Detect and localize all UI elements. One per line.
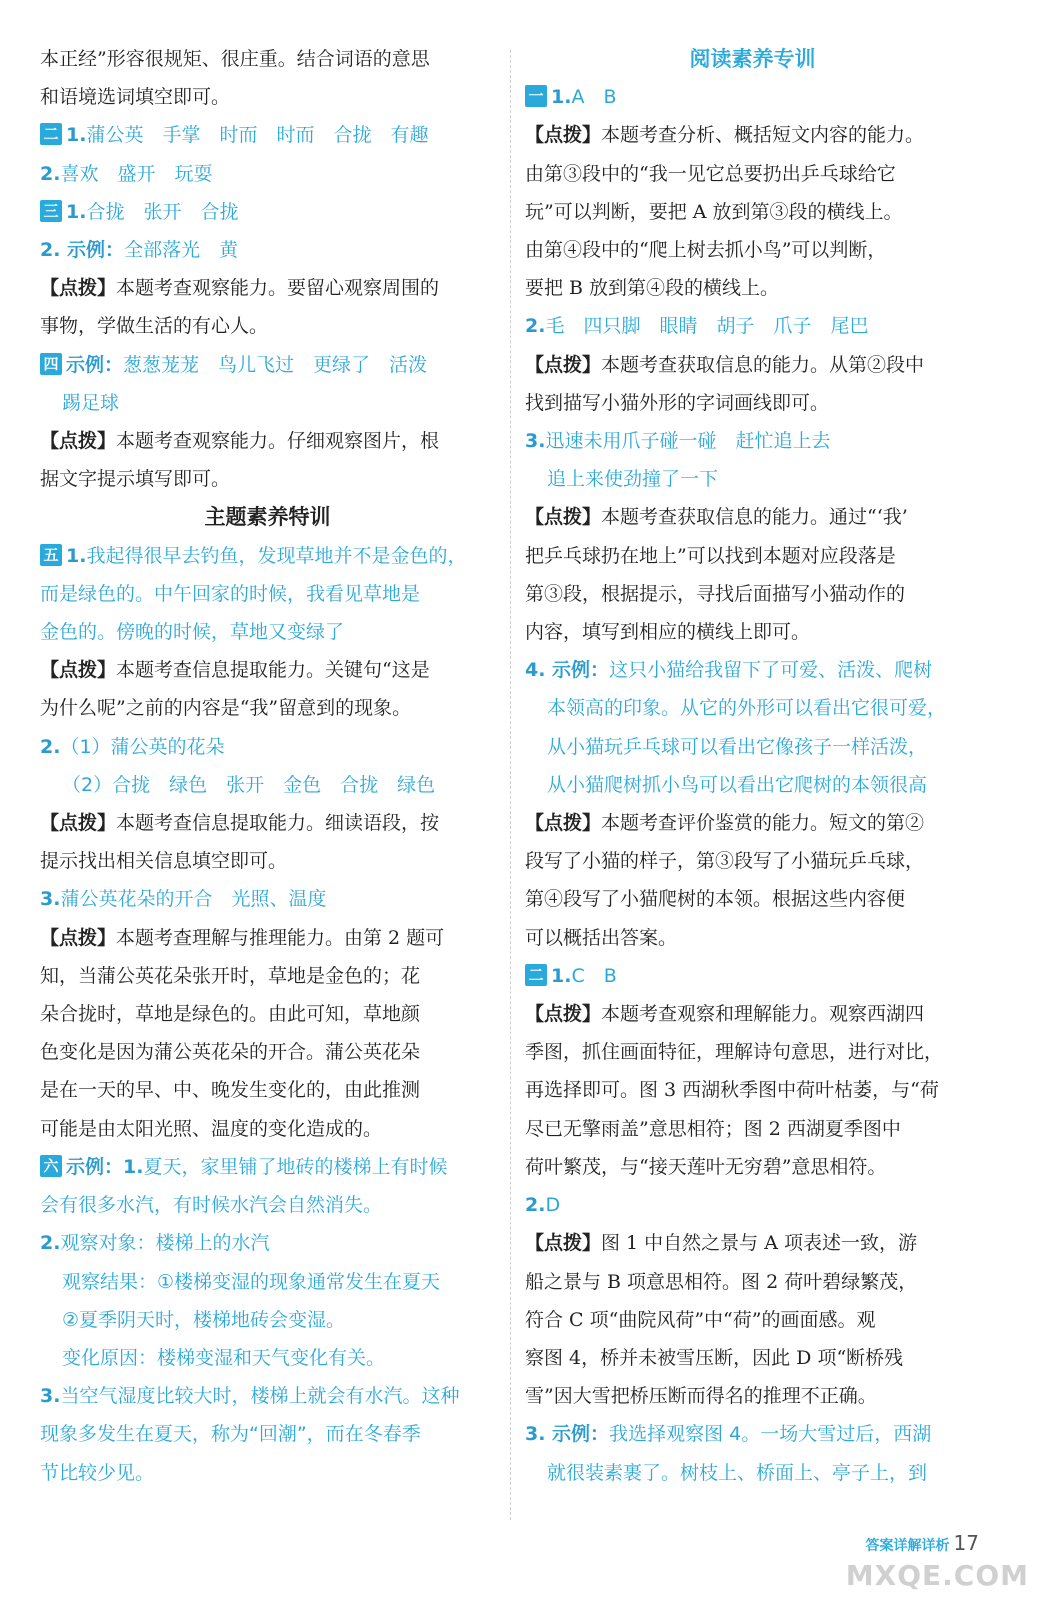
answer-text: 这只小猫给我留下了可爱、活泼、爬树 xyxy=(609,659,933,682)
tip-label: 【点拨】 xyxy=(525,1003,602,1026)
tip-line: 【点拨】本题考查评价鉴赏的能力。短文的第② xyxy=(525,812,925,835)
tip-line: 把乒乓球扔在地上”可以找到本题对应段落是 xyxy=(525,544,896,567)
answer-text: 金色的。傍晚的时候，草地又变绿了 xyxy=(40,621,345,644)
watermark: MXQE.COM xyxy=(845,1559,1029,1592)
tip-line: 【点拨】本题考查信息提取能力。关键句“这是 xyxy=(40,659,430,682)
question-line: 2.（1）蒲公英的花朵 xyxy=(40,735,225,758)
answer-text: 变化原因：楼梯变湿和天气变化有关。 xyxy=(62,1346,386,1369)
section-mark: 二 xyxy=(40,123,62,145)
answer-text: 踢足球 xyxy=(62,391,120,414)
tip-line: 为什么呢”之前的内容是“我”留意到的现象。 xyxy=(40,697,412,720)
question-line: 五 1.我起得很早去钓鱼，发现草地并不是金色的， xyxy=(40,537,495,575)
question-line: 2.喜欢 盛开 玩耍 xyxy=(40,162,213,185)
right-column xyxy=(525,40,980,1492)
question-line: 4. 示例：这只小猫给我留下了可爱、活泼、爬树 xyxy=(525,659,933,682)
answer-text: 蒲公英 手掌 时而 时而 合拢 有趣 xyxy=(86,124,429,147)
question-line: 四 示例：葱葱茏茏 鸟儿飞过 更绿了 活泼 xyxy=(40,346,495,384)
answer-text: 从小猫玩乒乓球可以看出它像孩子一样活泼， xyxy=(547,735,928,758)
answer-text: D xyxy=(545,1194,561,1217)
tip-label: 【点拨】 xyxy=(40,430,117,453)
tip-line: 提示找出相关信息填空即可。 xyxy=(40,850,288,873)
answer-text: 我起得很早去钓鱼，发现草地并不是金色的， xyxy=(86,544,467,567)
answer-text: 现象多发生在夏天，称为“回潮”，而在冬春季 xyxy=(40,1423,421,1446)
answer-text: 喜欢 盛开 玩耍 xyxy=(60,162,213,185)
tip-label: 【点拨】 xyxy=(525,353,602,376)
tip-line: 玩”可以判断，要把 A 放到第③段的横线上。 xyxy=(525,200,903,223)
page-number: 17 xyxy=(953,1531,979,1555)
question-line: 二 1.C B xyxy=(525,957,980,995)
section-mark: 三 xyxy=(40,200,62,222)
answer-text: 而是绿色的。中午回家的时候，我看见草地是 xyxy=(40,582,421,605)
tip-line: 据文字提示填写即可。 xyxy=(40,468,231,491)
tip-label: 【点拨】 xyxy=(525,812,602,835)
section-title: 阅读素养专训 xyxy=(689,47,816,71)
answer-text: C B xyxy=(571,964,617,987)
tip-line: 朵合拢时，草地是绿色的。由此可知，草地颜 xyxy=(40,1003,421,1026)
tip-line: 季图，抓住画面特征，理解诗句意思，进行对比， xyxy=(525,1041,944,1064)
answer-text: 当空气湿度比较大时，楼梯上就会有水汽。这种 xyxy=(60,1385,460,1408)
tip-label: 【点拨】 xyxy=(40,659,117,682)
answer-text: 我选择观察图 4。一场大雪过后，西湖 xyxy=(609,1423,932,1446)
question-line: 3. 示例：我选择观察图 4。一场大雪过后，西湖 xyxy=(525,1423,932,1446)
question-line: 3.迅速未用爪子碰一碰 赶忙追上去 xyxy=(525,430,831,453)
tip-line: 【点拨】本题考查信息提取能力。细读语段，按 xyxy=(40,812,440,835)
tip-line: 【点拨】本题考查分析、概括短文内容的能力。 xyxy=(525,124,925,147)
answer-text: （2）合拢 绿色 张开 金色 合拢 绿色 xyxy=(62,773,436,796)
answer-text: 追上来使劲撞了一下 xyxy=(547,468,719,491)
question-line: 一 1.A B xyxy=(525,78,980,116)
tip-line: 事物，学做生活的有心人。 xyxy=(40,315,269,338)
tip-line: 要把 B 放到第④段的横线上。 xyxy=(525,277,780,300)
text-line: 和语境选词填空即可。 xyxy=(40,86,231,109)
tip-line: 【点拨】本题考查获取信息的能力。从第②段中 xyxy=(525,353,925,376)
answer-text: 节比较少见。 xyxy=(40,1461,155,1484)
tip-line: 【点拨】本题考查观察和理解能力。观察西湖四 xyxy=(525,1003,925,1026)
tip-line: 【点拨】本题考查获取信息的能力。通过“‘我’ xyxy=(525,506,908,529)
tip-line: 第③段，根据提示，寻找后面描写小猫动作的 xyxy=(525,582,906,605)
answer-text: 观察结果：①楼梯变湿的现象通常发生在夏天 xyxy=(62,1270,441,1293)
tip-line: 找到描写小猫外形的字词画线即可。 xyxy=(525,391,830,414)
question-line: 3.当空气湿度比较大时，楼梯上就会有水汽。这种 xyxy=(40,1385,460,1408)
question-line: 三 1.合拢 张开 合拢 xyxy=(40,193,495,231)
tip-label: 【点拨】 xyxy=(40,812,117,835)
tip-line: 荷叶繁茂，与“接天莲叶无穷碧”意思相符。 xyxy=(525,1155,887,1178)
answer-text: 毛 四只脚 眼睛 胡子 爪子 尾巴 xyxy=(545,315,869,338)
tip-label: 【点拨】 xyxy=(40,277,117,300)
question-line: 六 示例：1.夏天，家里铺了地砖的楼梯上有时候 xyxy=(40,1148,495,1186)
tip-line: 可以概括出答案。 xyxy=(525,926,678,949)
tip-line: 内容，填写到相应的横线上即可。 xyxy=(525,621,811,644)
left-column xyxy=(40,40,495,1492)
tip-label: 【点拨】 xyxy=(525,506,602,529)
tip-line: 符合 C 项“曲院风荷”中“荷”的画面感。观 xyxy=(525,1308,876,1331)
tip-line: 段写了小猫的样子，第③段写了小猫玩乒乓球， xyxy=(525,850,925,873)
section-mark: 五 xyxy=(40,544,62,566)
answer-text: 就很装素裹了。树枝上、桥面上、亭子上，到 xyxy=(547,1461,928,1484)
answer-text: 观察对象：楼梯上的水汽 xyxy=(60,1232,270,1255)
section-title: 主题素养特训 xyxy=(204,505,331,530)
answer-text: 蒲公英花朵的开合 光照、温度 xyxy=(60,888,327,911)
section-mark: 四 xyxy=(40,353,62,375)
answer-text: 夏天，家里铺了地砖的楼梯上有时候 xyxy=(143,1155,448,1178)
answer-text: ②夏季阴天时，楼梯地砖会变湿。 xyxy=(62,1308,346,1331)
tip-line: 可能是由太阳光照、温度的变化造成的。 xyxy=(40,1117,383,1140)
answer-text: 葱葱茏茏 鸟儿飞过 更绿了 活泼 xyxy=(123,353,428,376)
tip-line: 【点拨】本题考查观察能力。仔细观察图片，根 xyxy=(40,430,440,453)
answer-text: 会有很多水汽，有时候水汽会自然消失。 xyxy=(40,1194,383,1217)
column-divider xyxy=(510,50,511,1520)
section-mark: 二 xyxy=(525,964,547,986)
page-footer xyxy=(866,1531,979,1555)
question-line: 2.毛 四只脚 眼睛 胡子 爪子 尾巴 xyxy=(525,315,869,338)
answer-text: （1）蒲公英的花朵 xyxy=(60,735,225,758)
tip-line: 察图 4，桥并未被雪压断，因此 D 项“断桥残 xyxy=(525,1346,904,1369)
answer-text: 全部落光 黄 xyxy=(124,239,239,262)
section-mark: 六 xyxy=(40,1155,62,1177)
section-mark: 一 xyxy=(525,85,547,107)
answer-text: 从小猫爬树抓小鸟可以看出它爬树的本领很高 xyxy=(547,773,928,796)
tip-label: 【点拨】 xyxy=(40,926,117,949)
tip-line: 尽已无擎雨盖”意思相符；图 2 西湖夏季图中 xyxy=(525,1117,901,1140)
tip-label: 【点拨】 xyxy=(525,1232,602,1255)
tip-line: 雪”因大雪把桥压断而得名的推理不正确。 xyxy=(525,1385,877,1408)
question-line: 二 1.蒲公英 手掌 时而 时而 合拢 有趣 xyxy=(40,116,495,154)
answer-text: 迅速未用爪子碰一碰 赶忙追上去 xyxy=(545,430,831,453)
tip-label: 【点拨】 xyxy=(525,124,602,147)
question-line: 2. 示例：全部落光 黄 xyxy=(40,239,239,262)
tip-line: 【点拨】本题考查理解与推理能力。由第 2 题可 xyxy=(40,926,445,949)
tip-line: 船之景与 B 项意思相符。图 2 荷叶碧绿繁茂， xyxy=(525,1270,918,1293)
tip-line: 色变化是因为蒲公英花朵的开合。蒲公英花朵 xyxy=(40,1041,421,1064)
question-line: 2.观察对象：楼梯上的水汽 xyxy=(40,1232,270,1255)
footer-label: 答案详解详析 xyxy=(865,1538,950,1554)
answer-text: A B xyxy=(571,86,617,109)
tip-line: 由第④段中的“爬上树去抓小鸟”可以判断， xyxy=(525,239,887,262)
tip-line: 【点拨】图 1 中自然之景与 A 项表述一致，游 xyxy=(525,1232,917,1255)
tip-line: 由第③段中的“我一见它总要扔出乒乓球给它 xyxy=(525,162,896,185)
question-line: 3.蒲公英花朵的开合 光照、温度 xyxy=(40,888,327,911)
tip-line: 【点拨】本题考查观察能力。要留心观察周围的 xyxy=(40,277,440,300)
answer-text: 本领高的印象。从它的外形可以看出它很可爱， xyxy=(547,697,947,720)
tip-line: 知，当蒲公英花朵张开时，草地是金色的；花 xyxy=(40,964,421,987)
question-line: 2.D xyxy=(525,1194,561,1217)
tip-line: 第④段写了小猫爬树的本领。根据这些内容便 xyxy=(525,888,906,911)
tip-line: 是在一天的早、中、晚发生变化的，由此推测 xyxy=(40,1079,421,1102)
text-line: 本正经”形容很规矩、很庄重。结合词语的意思 xyxy=(40,48,430,70)
answer-text: 合拢 张开 合拢 xyxy=(86,200,239,223)
tip-line: 再选择即可。图 3 西湖秋季图中荷叶枯萎，与“荷 xyxy=(525,1079,939,1102)
